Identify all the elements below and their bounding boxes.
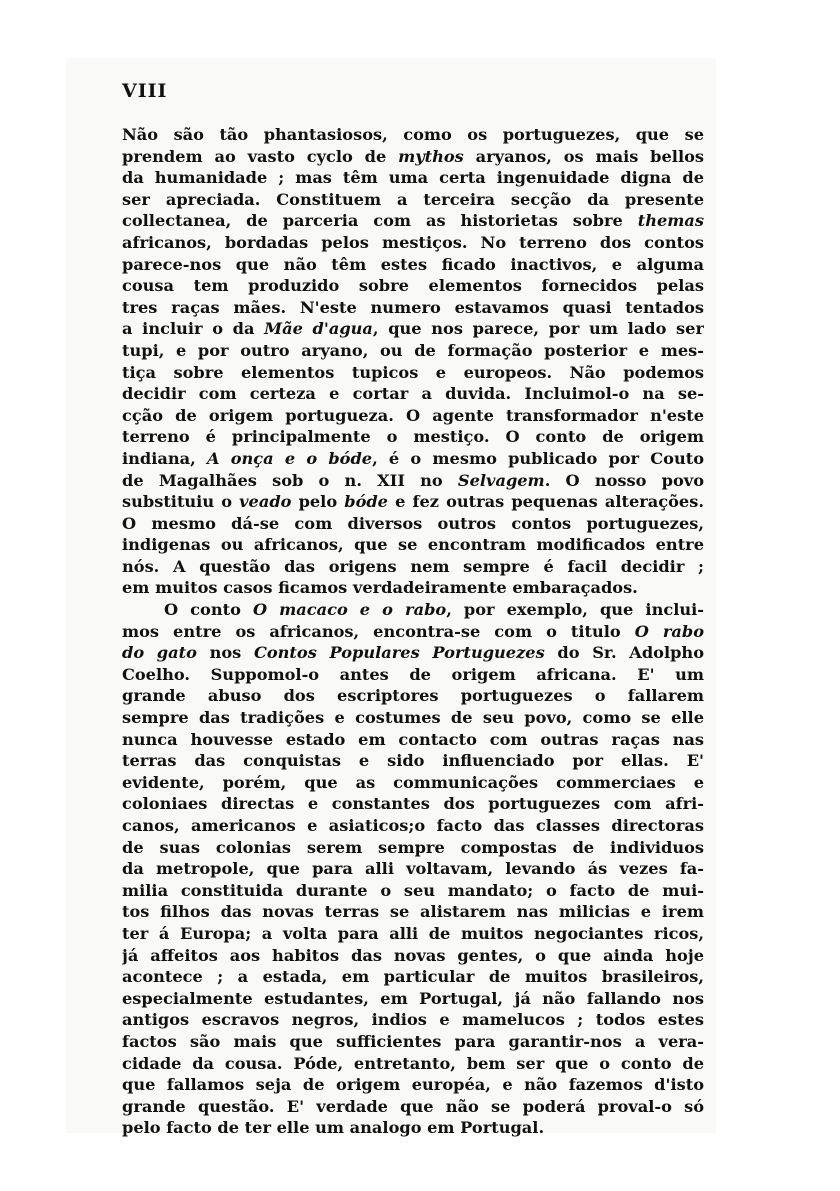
text-line — [122, 621, 704, 643]
text-run: coloniaes directas e constantes dos portuguezes com afri- — [122, 794, 704, 814]
text-run: pelo facto de ter elle um analogo em Portugal. — [122, 1118, 545, 1138]
italic-text: Selvagem — [457, 470, 545, 490]
text-line — [122, 275, 704, 297]
text-line — [122, 426, 704, 448]
text-line — [122, 664, 704, 686]
text-run: nunca houvesse estado em contacto com outras raças nas — [122, 729, 704, 749]
text-line — [122, 1009, 704, 1031]
text-run: nós. A questão das origens nem sempre é facil decidir ; — [122, 556, 704, 576]
text-line — [122, 988, 704, 1010]
italic-text: veado — [239, 492, 292, 512]
text-run: especialmente estudantes, em Portugal, já não fallando nos — [122, 988, 704, 1008]
text-line — [122, 189, 704, 211]
text-run: do Sr. Adolpho — [544, 643, 704, 663]
text-run: collectanea, de parceria com as historietas sobre — [122, 211, 638, 231]
text-line — [122, 1053, 704, 1075]
italic-text: Mãe d'agua — [264, 319, 373, 339]
text-run: terras das conquistas e sido influenciado por ellas. E' — [122, 751, 704, 771]
text-line — [122, 793, 704, 815]
text-line — [122, 945, 704, 967]
text-line — [122, 556, 704, 578]
text-run: cidade da cousa. Póde, entretanto, bem ser que o conto de — [122, 1053, 704, 1073]
italic-text: themas — [637, 211, 704, 231]
text-line — [122, 232, 704, 254]
italic-text: O rabo — [634, 621, 704, 641]
text-line — [122, 340, 704, 362]
italic-text: O macaco e o rabo — [252, 600, 447, 620]
page-number: VIII — [122, 80, 168, 102]
text-line — [122, 599, 704, 621]
text-line — [122, 297, 704, 319]
text-run: parece-nos que não têm estes ficado inactivos, e alguma — [122, 254, 704, 274]
text-run: canos, americanos e asiaticos;o facto das classes directoras — [122, 816, 704, 835]
text-line — [122, 167, 704, 189]
text-line — [122, 318, 704, 340]
text-run: tiça sobre elementos tupicos e europeos. Não podemos — [122, 362, 704, 382]
text-run: grande questão. E' verdade que não se poderá proval-o só — [122, 1096, 704, 1116]
text-line — [122, 448, 704, 470]
text-line — [122, 1074, 704, 1096]
text-run: substituiu o — [122, 492, 240, 512]
text-run: já affeitos aos habitos das novas gentes, o que ainda hoje — [122, 945, 704, 965]
text-run: tos filhos das novas terras se alistarem nas milicias e irem — [122, 902, 704, 922]
text-line — [122, 707, 704, 729]
text-run: ter á Europa; a volta para alli de muitos negociantes ricos, — [122, 923, 704, 943]
text-run: O mesmo dá-se com diversos outros contos portuguezes, — [122, 513, 704, 533]
text-run: , que nos parece, por um lado ser — [372, 319, 704, 339]
text-line — [122, 837, 704, 859]
text-run: , é o mesmo publicado por Couto — [372, 448, 704, 468]
text-line — [122, 923, 704, 945]
italic-text: A onça e o bóde — [206, 448, 373, 468]
text-line — [122, 1117, 704, 1139]
text-line — [122, 685, 704, 707]
text-line — [122, 577, 704, 599]
text-run: aryanos, os mais bellos — [463, 146, 704, 166]
text-line — [122, 750, 704, 772]
text-line — [122, 470, 704, 492]
text-run: milia constituida durante o seu mandato; o facto de mui- — [122, 880, 704, 900]
italic-text: Contos Populares Portuguezes — [253, 643, 545, 663]
text-line — [122, 534, 704, 556]
text-run: de Magalhães sob o n. XII no — [122, 470, 458, 490]
text-run: da humanidade ; mas têm uma certa ingenuidade digna de — [122, 168, 704, 188]
text-run: da metropole, que para alli voltavam, levando ás vezes fa- — [122, 859, 704, 879]
text-run: mos entre os africanos, encontra-se com o titulo — [122, 621, 635, 641]
text-line — [122, 491, 704, 513]
text-run: acontece ; a estada, em particular de muitos brasileiros, — [122, 967, 704, 987]
text-line — [122, 642, 704, 664]
text-run: grande abuso dos escriptores portuguezes o fallarem — [122, 686, 704, 706]
text-line — [122, 210, 704, 232]
text-line — [122, 383, 704, 405]
text-run: prendem ao vasto cyclo de — [122, 146, 399, 166]
text-run: Coelho. Suppomol-o antes de origem africana. E' um — [122, 664, 704, 684]
text-run: indigenas ou africanos, que se encontram modificados entre — [122, 535, 704, 555]
text-run: , por exemplo, que inclui- — [446, 600, 704, 620]
text-run: cção de origem portugueza. O agente transformador n'este — [122, 405, 704, 425]
text-run: africanos, bordadas pelos mestiços. No terreno dos contos — [122, 232, 704, 252]
text-run: decidir com certeza e cortar a duvida. Incluimol-o na se- — [122, 384, 704, 404]
text-line — [122, 146, 704, 168]
text-run: pelo — [291, 492, 345, 512]
text-line — [122, 815, 704, 837]
text-line — [122, 858, 704, 880]
text-run: antigos escravos negros, indios e mamelucos ; todos estes — [122, 1010, 704, 1030]
text-line — [122, 405, 704, 427]
text-line — [122, 124, 704, 146]
text-run: em muitos casos ficamos verdadeiramente embaraçados. — [122, 578, 638, 598]
text-run: indiana, — [122, 448, 207, 468]
text-line — [122, 1031, 704, 1053]
italic-text: bóde — [344, 492, 388, 512]
text-run: a incluir o da — [122, 319, 265, 339]
text-line — [122, 901, 704, 923]
text-run: tres raças mães. N'este numero estavamos quasi tentados — [122, 297, 704, 317]
text-run: tupi, e por outro aryano, ou de formação posterior e mes- — [122, 340, 704, 360]
text-run: O conto — [164, 600, 253, 620]
text-line — [122, 772, 704, 794]
text-run: sempre das tradições e costumes de seu povo, como se elle — [122, 708, 704, 728]
text-line — [122, 966, 704, 988]
text-run: Não são tão phantasiosos, como os portuguezes, que se — [122, 125, 704, 144]
text-line — [122, 880, 704, 902]
text-line — [122, 1096, 704, 1118]
text-run: e fez outras pequenas alterações. — [387, 492, 704, 512]
text-line — [122, 254, 704, 276]
text-line — [122, 729, 704, 751]
text-run: factos são mais que sufficientes para garantir-nos a vera- — [122, 1031, 704, 1051]
text-run: cousa tem produzido sobre elementos fornecidos pelas — [122, 276, 704, 296]
text-run: . O nosso povo — [544, 470, 704, 490]
text-run: ser apreciada. Constituem a terceira secção da presente — [122, 189, 704, 209]
text-line — [122, 362, 704, 384]
text-run: de suas colonias serem sempre compostas de individuos — [122, 837, 704, 857]
text-line — [122, 513, 704, 535]
text-run: evidente, porém, que as communicações commerciaes e — [122, 772, 704, 792]
text-run: nos — [196, 643, 254, 663]
italic-text: mythos — [398, 146, 464, 166]
italic-text: do gato — [122, 643, 197, 663]
text-run: que fallamos seja de origem européa, e não fazemos d'isto — [122, 1075, 704, 1095]
body-text — [122, 124, 704, 1139]
text-run: terreno é principalmente o mestiço. O conto de origem — [122, 427, 704, 447]
